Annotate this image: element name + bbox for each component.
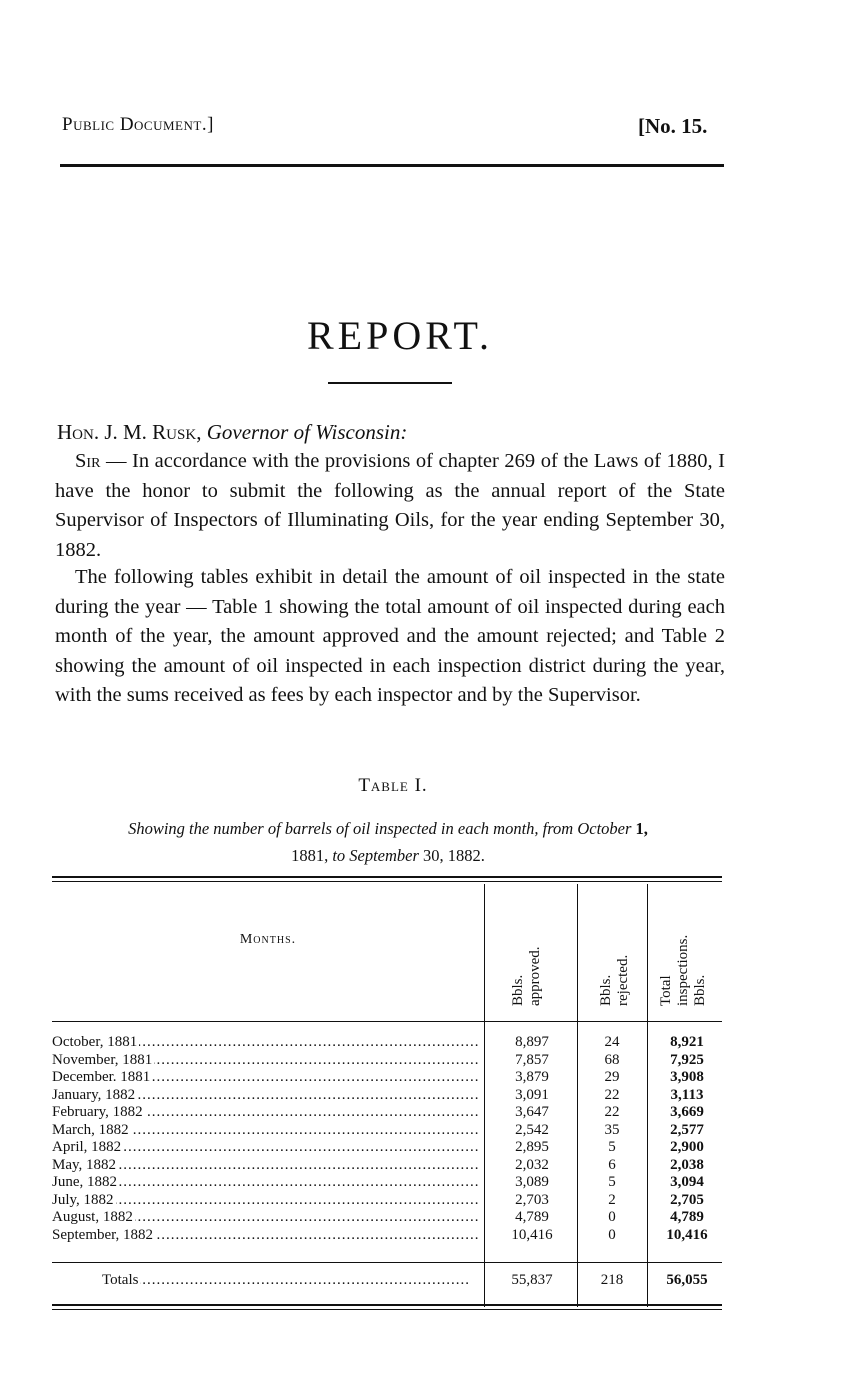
table-row (52, 1122, 722, 1139)
month-label: July, 1882 (52, 1191, 114, 1208)
header-rejected-line2: rejected. (615, 954, 631, 1006)
month-label: November, 1881 (52, 1051, 153, 1068)
month-label: January, 1882 (52, 1086, 136, 1103)
table-row (52, 1087, 722, 1104)
table-row (52, 1192, 722, 1209)
table-row (52, 1034, 722, 1051)
document-number: [No. 15. (638, 114, 708, 138)
table-row (52, 1209, 722, 1226)
column-header-approved (510, 946, 544, 1006)
approved-cell: 3,089 (515, 1174, 549, 1190)
approved-cell: 3,091 (515, 1086, 549, 1103)
header-rejected-line1: Bbls. (598, 974, 614, 1006)
header-total-line1: Total (658, 975, 674, 1006)
approved-cell: 2,703 (515, 1191, 549, 1208)
oil-inspection-table (52, 876, 722, 1316)
approved-cell: 2,895 (515, 1139, 549, 1155)
approved-cell: 7,857 (515, 1051, 549, 1068)
total-cell: 4,789 (670, 1209, 704, 1225)
rejected-cell: 24 (604, 1034, 620, 1050)
month-cell (52, 1192, 480, 1209)
caption-end: 30, 1882. (423, 846, 485, 865)
header-total-line2: inspections. (675, 934, 691, 1006)
column-header-months: Months. (239, 932, 297, 947)
month-cell (52, 1069, 480, 1086)
salutation: Sir (75, 450, 101, 472)
caption-to: to September (328, 846, 424, 865)
title-rule (328, 382, 452, 384)
month-cell (52, 1174, 480, 1191)
month-label: April, 1882 (52, 1139, 122, 1155)
month-label: March, 1882 (52, 1121, 129, 1138)
total-cell: 3,094 (670, 1174, 704, 1190)
rejected-cell: 22 (604, 1086, 620, 1103)
month-label: June, 1882 (52, 1174, 117, 1190)
rejected-cell: 6 (608, 1156, 616, 1173)
approved-cell: 2,032 (515, 1156, 549, 1173)
table-title: Table I. (358, 775, 428, 796)
totals-total: 56,055 (666, 1272, 708, 1288)
month-cell (52, 1052, 480, 1069)
totals-approved: 55,837 (511, 1272, 553, 1288)
month-label: October, 1881 (52, 1034, 138, 1050)
rejected-cell: 2 (608, 1191, 616, 1208)
table-caption (52, 815, 724, 869)
paragraph-tables: The following tables exhibit in detail the amount of oil inspected in the state during the year — Table 1 showing the total amount of oil inspected during each month of the year, the amount approved and the amount rejected; and Table 2 showing the amount of oil inspected in each inspection district during the year, with the sums received as fees by each inspector and by the Supervisor. (55, 566, 725, 706)
table-top-rule (52, 876, 722, 882)
rejected-cell: 68 (604, 1051, 620, 1068)
totals-rejected: 218 (600, 1272, 624, 1288)
totals-label-cell (52, 1272, 470, 1289)
month-cell (52, 1034, 480, 1051)
total-cell: 3,669 (670, 1104, 704, 1120)
table-bottom-rule (52, 1304, 722, 1310)
column-header-rejected (598, 955, 632, 1006)
addressee (57, 420, 407, 445)
approved-cell: 4,789 (515, 1209, 549, 1225)
addressee-office: Governor of Wisconsin: (206, 420, 408, 444)
month-cell (52, 1104, 480, 1121)
paragraph-intro-body: — In accordance with the provisions of chapter 269 of the Laws of 1880, I have the honor to submit the following as the annual report of the State Supervisor of Inspectors of Illuminating Oils, for the year ending September 30, 1882. (55, 450, 725, 561)
month-cell (52, 1139, 480, 1156)
approved-cell: 10,416 (511, 1226, 553, 1243)
total-cell: 10,416 (666, 1226, 708, 1243)
header-approved-line2: approved. (527, 946, 543, 1006)
paragraph-intro (55, 447, 725, 565)
header-rule (60, 164, 724, 167)
rejected-cell: 35 (604, 1121, 620, 1138)
approved-cell: 3,647 (515, 1104, 549, 1120)
total-cell: 2,705 (670, 1191, 704, 1208)
header-approved-line1: Bbls. (510, 974, 526, 1006)
total-cell: 7,925 (670, 1051, 704, 1068)
total-cell: 2,900 (670, 1139, 704, 1155)
rejected-cell: 5 (608, 1174, 616, 1190)
table-row (52, 1069, 722, 1086)
month-cell (52, 1209, 480, 1226)
rejected-cell: 0 (608, 1226, 616, 1243)
table-row (52, 1227, 722, 1244)
caption-year: 1881, (291, 846, 329, 865)
table-row (52, 1139, 722, 1156)
approved-cell: 3,879 (515, 1069, 549, 1085)
total-cell: 3,113 (670, 1086, 704, 1103)
approved-cell: 2,542 (515, 1121, 549, 1138)
rejected-cell: 29 (604, 1069, 620, 1085)
total-cell: 2,038 (670, 1156, 704, 1173)
table-row (52, 1157, 722, 1174)
header-bottom-rule (52, 1021, 722, 1022)
table-row (52, 1104, 722, 1121)
month-cell (52, 1087, 480, 1104)
totals-row (52, 1272, 722, 1289)
table-row (52, 1174, 722, 1191)
month-label: February, 1882 (52, 1104, 143, 1120)
rejected-cell: 22 (604, 1104, 620, 1120)
total-cell: 2,577 (670, 1121, 704, 1138)
report-title: REPORT. (307, 313, 493, 358)
caption-day: 1, (635, 819, 648, 838)
rejected-cell: 0 (608, 1209, 616, 1225)
month-label: December. 1881 (52, 1069, 151, 1085)
caption-part-1: Showing the number of barrels of oil inspected in each month, from October (128, 819, 636, 838)
addressee-name: Hon. J. M. Rusk, (57, 420, 202, 444)
header-total-line3: Bbls. (692, 974, 708, 1006)
column-header-total (658, 935, 709, 1006)
rejected-cell: 5 (608, 1139, 616, 1155)
month-cell (52, 1122, 480, 1139)
totals-rule (52, 1262, 722, 1263)
totals-label: Totals (52, 1272, 140, 1288)
month-label: September, 1882 (52, 1226, 154, 1243)
table-row (52, 1052, 722, 1069)
month-cell (52, 1157, 480, 1174)
approved-cell: 8,897 (515, 1034, 549, 1050)
total-cell: 3,908 (670, 1069, 704, 1085)
document-series-label: Public Document.] (62, 114, 214, 135)
month-label: August, 1882 (52, 1209, 133, 1225)
month-label: May, 1882 (52, 1156, 117, 1173)
total-cell: 8,921 (670, 1034, 704, 1050)
month-cell (52, 1227, 480, 1244)
